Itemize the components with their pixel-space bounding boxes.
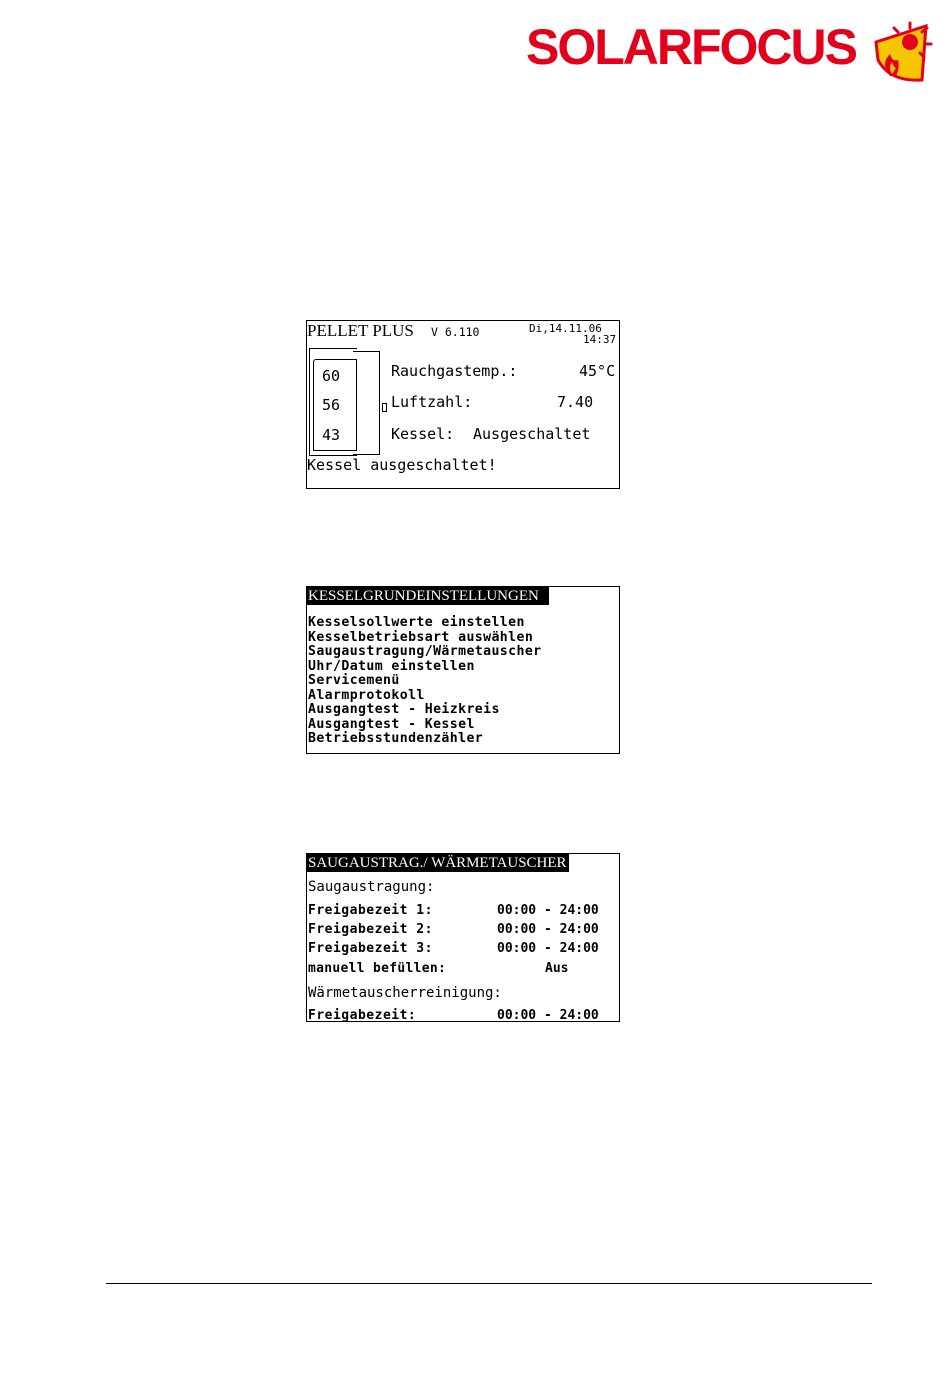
menu-item-servicemenu[interactable]: Servicemenü: [308, 673, 400, 688]
tank-temp-bottom: 43: [322, 426, 341, 444]
manual-fill-label: manuell befüllen:: [308, 961, 447, 976]
air-ratio-label: Luftzahl:: [391, 393, 473, 411]
lcd-suction-heat-exchanger: [306, 853, 620, 1022]
release-time-1-value[interactable]: 00:00 - 24:00: [497, 903, 599, 918]
menu-item-ausgangtest-kessel[interactable]: Ausgangtest - Kessel: [308, 716, 475, 732]
brand-name: SOLARFOCUS: [526, 19, 856, 75]
time-display: 14:37: [583, 333, 617, 346]
menu-item-saugaustragung[interactable]: Saugaustragung/Wärmetauscher: [308, 644, 542, 659]
release-time-3-label: Freigabezeit 3:: [308, 941, 433, 956]
menu-item-kesselsollwerte[interactable]: Kesselsollwerte einstellen: [308, 615, 525, 630]
release-time-cleaning-label: Freigabezeit:: [308, 1008, 417, 1022]
boiler-state-label: Kessel:: [391, 425, 455, 443]
release-time-2-value[interactable]: 00:00 - 24:00: [497, 922, 599, 937]
menu-item-betriebsstundenzaehler[interactable]: Betriebsstundenzähler: [308, 731, 484, 746]
solarfocus-logo: [526, 20, 946, 90]
status-message: Kessel ausgeschaltet!: [307, 456, 497, 474]
menu-title: KESSELGRUNDEINSTELLUNGEN: [307, 587, 549, 605]
firmware-version: V 6.110: [431, 325, 480, 339]
lcd-status-screen: [306, 320, 620, 489]
menu-item-alarmprotokoll[interactable]: Alarmprotokoll: [308, 687, 425, 703]
release-time-cleaning-value[interactable]: 00:00 - 24:00: [497, 1008, 599, 1022]
boiler-state-value: Ausgeschaltet: [473, 425, 591, 443]
manual-fill-value[interactable]: Aus: [545, 961, 569, 976]
release-time-2-label: Freigabezeit 2:: [308, 922, 433, 937]
release-time-1-label: Freigabezeit 1:: [308, 903, 433, 918]
footer-divider: [106, 1283, 872, 1284]
flue-gas-temp-label: Rauchgastemp.:: [391, 362, 518, 380]
boiler-housing: [353, 351, 380, 455]
menu-item-kesselbetriebsart[interactable]: Kesselbetriebsart auswählen: [308, 629, 534, 645]
menu-item-ausgangtest-heizkreis[interactable]: Ausgangtest - Heizkreis: [308, 702, 500, 717]
release-time-3-value[interactable]: 00:00 - 24:00: [497, 941, 599, 956]
product-name: PELLET PLUS: [307, 321, 414, 340]
section-saugaustragung: Saugaustragung:: [308, 879, 435, 895]
flue-gas-temp-value: 45°C: [579, 362, 616, 380]
lcd-settings-menu: [306, 586, 620, 754]
menu-item-uhr-datum[interactable]: Uhr/Datum einstellen: [308, 658, 475, 674]
air-ratio-value: 7.40: [557, 393, 594, 411]
date-display: Di,14.11.06: [529, 322, 602, 335]
screen-title: SAUGAUSTRAG./ WÄRMETAUSCHER: [308, 855, 567, 871]
solarfocus-sun-flame-icon: [870, 20, 940, 84]
section-waermetauscherreinigung: Wärmetauscherreinigung:: [308, 985, 502, 1001]
tank-temp-middle: 56: [322, 396, 341, 414]
tank-temp-top: 60: [322, 367, 341, 385]
boiler-connector: [382, 403, 387, 412]
